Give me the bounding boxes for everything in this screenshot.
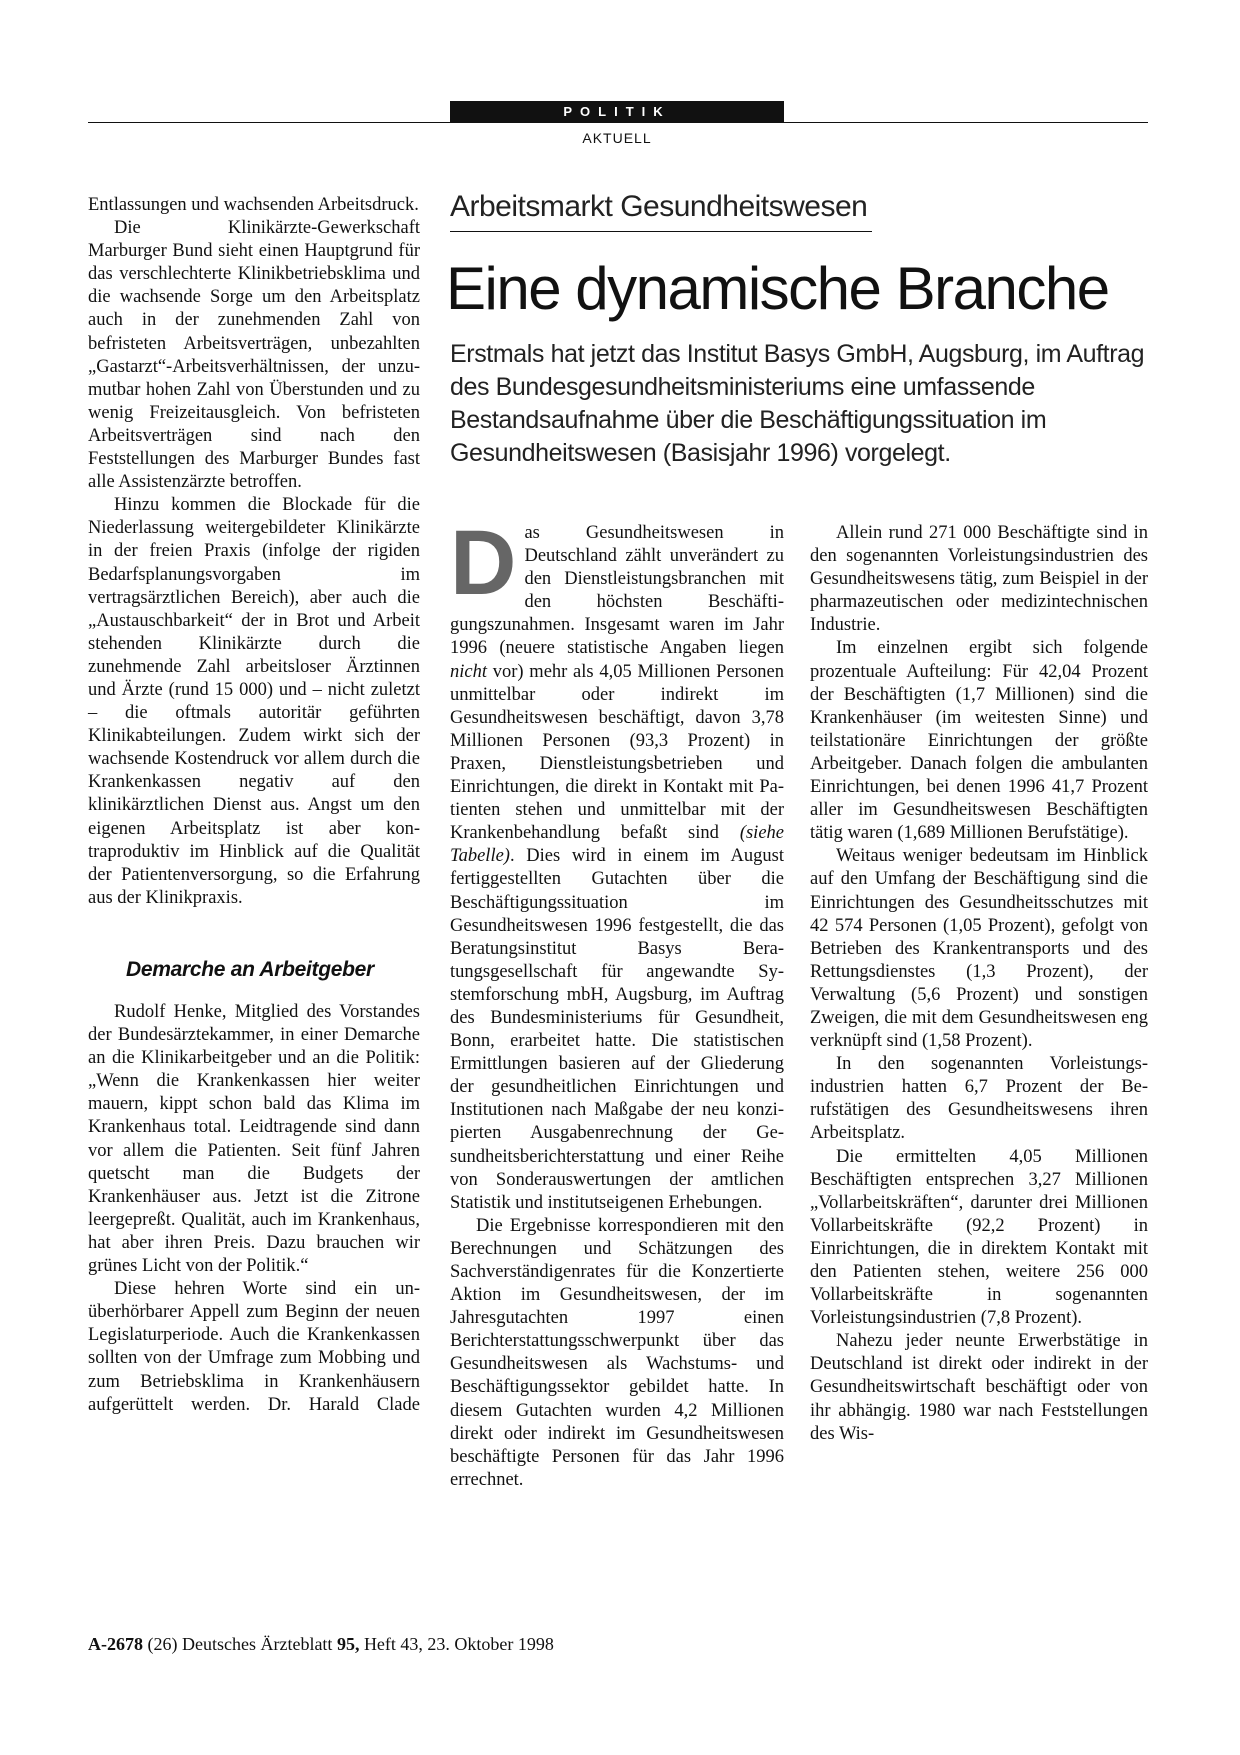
- article-paragraph: Im einzelnen ergibt sich folgende prozentuale Aufteilung: Für 42,04 Prozent der Beschäftigten (1,7 Millionen) sind die Krankenhäuser (im weitesten Sinne) und teilstationäre Einrichtungen der größte Arbeitgeber. Danach folgen die ambulanten Einrichtungen, bei denen 1996 41,7 Prozent aller im Gesundheitswesen Beschäftigten tätig waren (1,689 Millionen Berufstätige).: [810, 638, 1148, 844]
- page-footer: [88, 1634, 554, 1655]
- article-paragraph: Allein rund 271 000 Beschäftigte sind in den sogenannten Vorleistungsindustrien des Gesundheitswesens tätig, zum Beispiel in der pharmazeutischen oder medizintechnischen Industrie.: [810, 523, 1148, 636]
- article-paragraph: Nahezu jeder neunte Erwerbstätige in Deutschland ist direkt oder indirekt in der Gesundheitswirtschaft beschäftigt oder von ihr abhängig. 1980 war nach Feststellungen des Wis-: [810, 1331, 1148, 1444]
- article-kicker: Arbeitsmarkt Gesundheitswesen: [450, 190, 868, 223]
- article-paragraph: Die Ergebnisse korrespondieren mit den Berechnungen und Schätzungen des Sachverständigenrates für die Konzertierte Aktion im Gesundheitswesen, der im Jahresgutachten 1997 einen Berichterstattungsschwerpunkt über das Gesundheitswesen als Wachstums- und Beschäftigungssektor gebildet hatte. In diesem Gutachten wurden 4,2 Millionen direkt oder indirekt im Gesundheitswesen beschäftigte Personen für das Jahr 1996 errechnet.: [450, 1215, 784, 1490]
- footer-issue: Heft 43, 23. Oktober 1998: [359, 1634, 554, 1654]
- article-paragraph: Weitaus weniger bedeutsam im Hinblick auf den Umfang der Beschäftigung sind die Einrichtungen des Gesundheitsschutzes mit 42 574 Personen (1,05 Prozent), gefolgt von Betrieben des Krankentransports und des Rettungsdienstes (1,3 Prozent), der Verwaltung (5,6 Prozent) und sonstigen Zweigen, die mit dem Gesundheitswesen eng verknüpft sind (1,58 Prozent).: [810, 846, 1148, 1052]
- article-text: vor) mehr als 4,05 Millionen Personen unmittelbar oder indirekt im Gesundheitswesen beschäftigt, davon 3,78 Millionen Personen (93,3 Prozent) in Praxen, Dienstleistungsbetrieben und Einrichtungen, die direkt in Kontakt mit Patienten stehen und unmittelbar mit der Krankenbehandlung befaßt sind: [450, 661, 784, 844]
- article-lead: Erstmals hat jetzt das Institut Basys GmbH, Augsburg, im Auftrag des Bundesgesundheitsministeriums eine umfassende Bestandsaufnahme über die Beschäftigungssituation im Gesundheitswesen (Basisjahr 1996) vorgelegt.: [450, 340, 1145, 467]
- prev-article-paragraph: [88, 1278, 420, 1417]
- article-emphasis: nicht: [450, 661, 487, 682]
- article-text: . Dies wird in einem im August fertiggestellten Gutachten über die Beschäftigungssituation im Gesundheitswesen 1996 festgestellt, die das Beratungsinstitut Basys Beratungsgesellschaft für angewandte Systemforschung mbH, Augsburg, im Auftrag des Bundesministeriums für Gesundheit, Bonn, erarbeitet hatte. Die statistischen Ermittlungen basieren auf der Gliederung der gesundheitlichen Einrichtungen und Institutionen nach Maßgabe der neu konzipierten Ausgabenrechnung der Gesundheitsberichterstattung und einer Reihe von Sonderauswertungen der amtlichen Statistik und institutseigenen Erhebungen.: [450, 846, 784, 1213]
- prev-article-paragraph: Rudolf Henke, Mitglied des Vorstandes der Bundesärztekammer, in einer Demarche an die Klinikarbeitgeber und an die Politik: „Wenn die Krankenkassen hier weiter mauern, kippt schon bald das Klima im Krankenhaus total. Leidtragende sind dann vor allem die Patienten. Seit fünf Jahren quetscht man die Budgets der Krankenhäuser aus. Jetzt ist die Zitrone leergepreßt. Qualität, auch im Krankenhaus, hat aber ihren Preis. Dazu brauchen wir grünes Licht von der Politik.“: [88, 1002, 420, 1277]
- page-number: A-2678: [88, 1634, 143, 1654]
- article-headline: Eine dynamische Branche: [446, 255, 1109, 322]
- prev-article-author: Dr. Harald Clade: [267, 1394, 420, 1415]
- prev-article-subhead: Demarche an Arbeitgeber: [126, 957, 374, 981]
- prev-article-closing-text: Diese hehren Worte sind ein unüberhörbarer Appell zum Beginn der neuen Legislaturperiode. Auch die Krankenkassen sollten von der Umfrage zum Mobbing und zum Betriebsklima in Krankenhäusern aufgerüttelt werden.: [88, 1279, 420, 1415]
- dropcap: D: [450, 512, 517, 614]
- article-text: as Gesundheitswesen in Deutschland zählt unverändert zu den Dienstleistungsbranchen mit den höchsten Beschäftigungszunahmen. Insgesamt waren im Jahr 1996 (neuere statistische Angaben liegen: [450, 523, 784, 659]
- prev-article-paragraph: Die Klinikärzte-Gewerkschaft Marburger Bund sieht einen Hauptgrund für das verschlechterte Klinikbetriebsklima und die wachsende Sorge um den Arbeitsplatz auch in der zunehmenden Zahl von befristeten Arbeitsverträgen, unbezahlten „Gastarzt“-Arbeitsverhältnissen, der unzumutbar hohen Zahl von Überstunden und zu wenig Freizeitausgleich. Von befristeten Arbeitsverträgen sind nach den Feststellungen des Marburger Bundes fast alle Assistenzärzte betroffen.: [88, 218, 420, 493]
- prev-article-column: [88, 194, 420, 1417]
- article-column-2: [810, 522, 1148, 1446]
- section-label: POLITIK: [450, 101, 784, 123]
- kicker-rule: [450, 231, 872, 232]
- prev-article-paragraph: Hinzu kommen die Blockade für die Niederlassung weitergebildeter Klinikärzte in der freien Praxis (infolge der rigiden Bedarfsplanungsvorgaben im vertragsärztlichen Bereich), aber auch die „Austauschbarkeit“ der in Brot und Arbeit stehenden Klinikärzte durch die zunehmende Zahl arbeitsloser Ärztinnen und Ärzte (rund 15 000) und – nicht zuletzt – die oftmals autoritär geführten Klinikabteilungen. Zudem wirkt sich der wachsende Kostendruck vor allem durch die Krankenkassen negativ auf den klinikärztlichen Dienst aus. Angst um den eigenen Arbeitsplatz ist aber kontraproduktiv im Hinblick auf die Qualität der Patientenversorgung, so die Erfahrung aus der Klinikpraxis.: [88, 495, 420, 908]
- article-paragraph: [450, 512, 784, 1215]
- article-paragraph: Die ermittelten 4,05 Millionen Beschäftigten entsprechen 3,27 Millionen „Vollarbeitskräften“, darunter drei Millionen Vollarbeitskräfte (92,2 Prozent) in Einrichtungen, die in direktem Kontakt mit den Patienten stehen, weitere 256 000 Vollarbeitskräfte in sogenannten Vorleistungsindustrien (7,8 Prozent).: [810, 1146, 1148, 1329]
- footer-text: (26) Deutsches Ärzteblatt: [147, 1634, 337, 1654]
- table-reference: (siehe Tabelle): [450, 823, 784, 867]
- prev-article-paragraph: Entlassungen und wachsenden Arbeitsdruck.: [88, 195, 419, 215]
- subsection-label: AKTUELL: [582, 130, 652, 146]
- article-column-1: [450, 512, 784, 1492]
- article-paragraph: In den sogenannten Vorleistungsindustrien hatten 6,7 Prozent der Berufstätigen des Gesundheitswesens ihren Arbeitsplatz.: [810, 1054, 1148, 1144]
- footer-volume: 95,: [336, 1634, 360, 1654]
